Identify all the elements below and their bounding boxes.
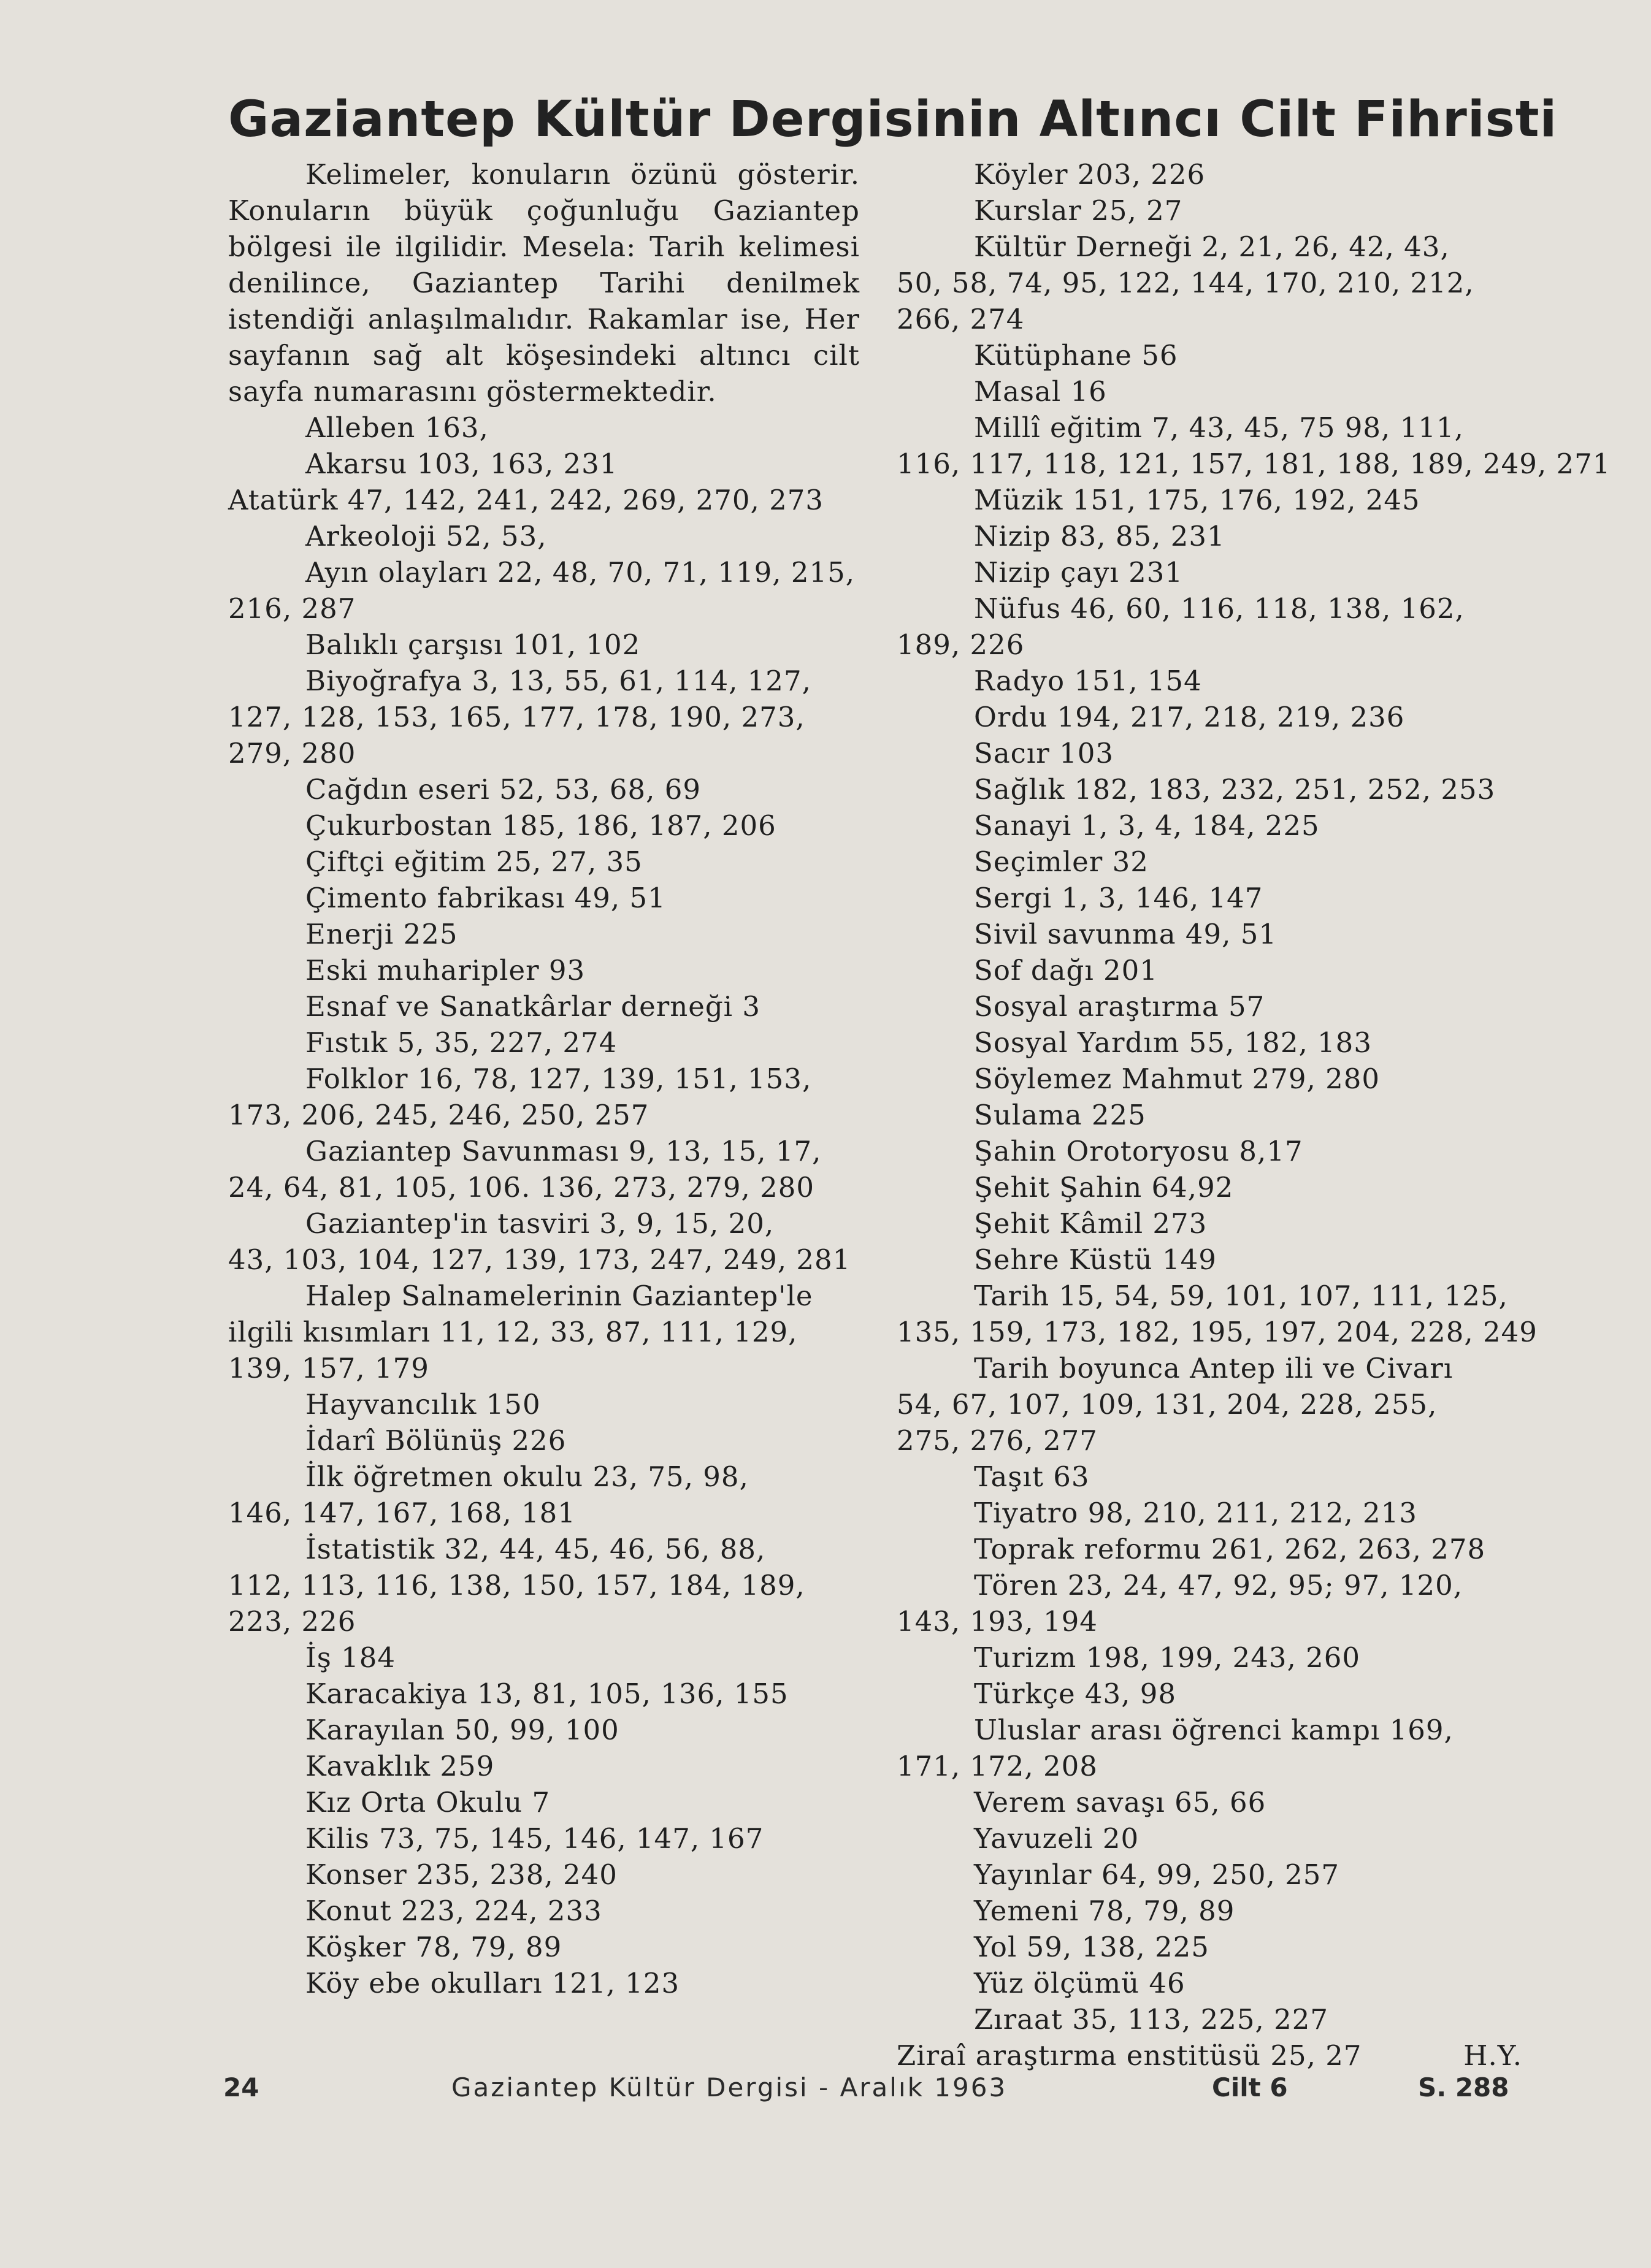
index-entry: Köyler 203, 226	[974, 158, 1206, 191]
index-entry: Söylemez Mahmut 279, 280	[974, 1063, 1380, 1095]
index-entry: Sosyal Yardım 55, 182, 183	[974, 1026, 1372, 1059]
index-entry: Kilis 73, 75, 145, 146, 147, 167	[305, 1822, 764, 1855]
index-entry-continuation: 216, 287	[228, 592, 356, 625]
index-entry: Konser 235, 238, 240	[305, 1858, 618, 1891]
index-entry: Müzik 151, 175, 176, 192, 245	[974, 484, 1420, 516]
index-entry-continuation: 279, 280	[228, 737, 356, 769]
index-entry-continuation: 139, 157, 179	[228, 1352, 429, 1384]
index-entry: İş 184	[305, 1641, 396, 1674]
index-entry: Cağdın eseri 52, 53, 68, 69	[305, 773, 701, 806]
index-entry: Biyoğrafya 3, 13, 55, 61, 114, 127,	[305, 665, 811, 697]
index-entry: Tarih boyunca Antep ili ve Civarı	[974, 1352, 1454, 1384]
index-entry: Alleben 163,	[305, 411, 489, 444]
index-entry-continuation: 50, 58, 74, 95, 122, 144, 170, 210, 212,	[897, 267, 1474, 299]
index-entry: Türkçe 43, 98	[974, 1678, 1177, 1710]
page-title: Gaziantep Kültür Dergisinin Altıncı Cilt Fihristi	[228, 91, 1558, 148]
index-entry: Arkeoloji 52, 53,	[305, 520, 547, 552]
index-entry-continuation: 146, 147, 167, 168, 181	[228, 1497, 576, 1529]
index-entry: Ziraî araştırma enstitüsü 25, 27	[897, 2039, 1362, 2072]
index-entry: Gaziantep Savunması 9, 13, 15, 17,	[305, 1135, 822, 1167]
index-entry: Taşıt 63	[974, 1460, 1090, 1493]
total-page: S. 288	[1418, 2072, 1509, 2102]
signature: H.Y.	[1463, 2039, 1522, 2072]
index-entry-continuation: 171, 172, 208	[897, 1750, 1098, 1782]
index-entry: Sacır 103	[974, 737, 1114, 769]
index-entry: Sulama 225	[974, 1099, 1146, 1131]
index-entry: Toprak reformu 261, 262, 263, 278	[974, 1533, 1486, 1565]
index-entry: Zıraat 35, 113, 225, 227	[974, 2003, 1328, 2036]
index-entry: Uluslar arası öğrenci kampı 169,	[974, 1714, 1454, 1746]
index-entry: Tören 23, 24, 47, 92, 95; 97, 120,	[974, 1569, 1463, 1602]
index-entry: Nizip çayı 231	[974, 556, 1184, 589]
index-entry: Fıstık 5, 35, 227, 274	[305, 1026, 618, 1059]
index-entry: Sof dağı 201	[974, 954, 1158, 987]
index-entry-continuation: 127, 128, 153, 165, 177, 178, 190, 273,	[228, 701, 805, 733]
right-index-list	[897, 156, 1611, 2037]
index-entry: Yol 59, 138, 225	[974, 1931, 1209, 1963]
index-entry: Verem savaşı 65, 66	[974, 1786, 1266, 1819]
index-entry: Köşker 78, 79, 89	[305, 1931, 562, 1963]
index-entry: Sehre Küstü 149	[974, 1243, 1217, 1276]
index-entry-continuation: 143, 193, 194	[897, 1605, 1098, 1638]
index-entry: Nizip 83, 85, 231	[974, 520, 1225, 552]
index-entry: Sivil savunma 49, 51	[974, 918, 1277, 950]
index-entry: Kurslar 25, 27	[974, 194, 1183, 227]
volume-label: Cilt 6	[1212, 2072, 1288, 2102]
index-entry: Yayınlar 64, 99, 250, 257	[974, 1858, 1340, 1891]
index-entry: Millî eğitim 7, 43, 45, 75 98, 111,	[974, 411, 1464, 444]
index-entry: Köy ebe okulları 121, 123	[305, 1967, 680, 1999]
index-entry: Hayvancılık 150	[305, 1388, 541, 1421]
index-entry: Yemeni 78, 79, 89	[974, 1895, 1235, 1927]
page-number: 24	[223, 2072, 259, 2102]
index-entry: Tiyatro 98, 210, 211, 212, 213	[974, 1497, 1417, 1529]
index-entry: Çukurbostan 185, 186, 187, 206	[305, 809, 776, 842]
index-entry: Ayın olayları 22, 48, 70, 71, 119, 215,	[305, 556, 856, 589]
index-entry: Radyo 151, 154	[974, 665, 1202, 697]
index-entry: İdarî Bölünüş 226	[305, 1424, 567, 1457]
index-entry-continuation: 54, 67, 107, 109, 131, 204, 228, 255,	[897, 1388, 1438, 1421]
index-entry: Enerji 225	[305, 918, 458, 950]
index-entry: İlk öğretmen okulu 23, 75, 98,	[305, 1460, 749, 1493]
index-entry: Balıklı çarşısı 101, 102	[305, 628, 641, 661]
index-entry-continuation: 112, 113, 116, 138, 150, 157, 184, 189,	[228, 1569, 805, 1602]
index-entry-continuation: 116, 117, 118, 121, 157, 181, 188, 189, 249, 271	[897, 448, 1611, 480]
intro-paragraph: Kelimeler, konuların özünü gösterir. Konuların büyük çoğunluğu Gaziantep bölgesi ile ilgilidir. Mesela: Tarih kelimesi denilince, Gaziantep Tarihi denilmek istendiği anlaşılmalıdır. Rakamlar ise, Her sayfanın sağ alt köşesindeki altıncı cilt sayfa numarasını göstermektedir.	[228, 158, 860, 408]
index-entry: Kültür Derneği 2, 21, 26, 42, 43,	[974, 231, 1450, 263]
index-entry: Konut 223, 224, 233	[305, 1895, 602, 1927]
index-entry: Esnaf ve Sanatkârlar derneği 3	[305, 990, 760, 1023]
index-entry: Çimento fabrikası 49, 51	[305, 882, 666, 914]
index-entry-continuation: 275, 276, 277	[897, 1424, 1098, 1457]
index-entry: Karayılan 50, 99, 100	[305, 1714, 619, 1746]
index-entry: Sağlık 182, 183, 232, 251, 252, 253	[974, 773, 1496, 806]
index-entry-continuation: 173, 206, 245, 246, 250, 257	[228, 1099, 649, 1131]
index-entry-continuation: 266, 274	[897, 303, 1025, 335]
index-entry: Çiftçi eğitim 25, 27, 35	[305, 846, 643, 878]
index-entry: Kütüphane 56	[974, 339, 1178, 372]
index-entry: Yavuzeli 20	[974, 1822, 1140, 1855]
journal-name: Gaziantep Kültür Dergisi - Aralık 1963	[451, 2072, 1008, 2102]
index-entry: Ordu 194, 217, 218, 219, 236	[974, 701, 1405, 733]
last-entry-row	[897, 2037, 1534, 2074]
index-entry: Halep Salnamelerinin Gaziantep'le	[305, 1280, 813, 1312]
index-entry-continuation: 223, 226	[228, 1605, 356, 1638]
page-footer	[223, 2072, 1530, 2109]
index-entry: Şahin Orotoryosu 8,17	[974, 1135, 1303, 1167]
index-entry-continuation: 43, 103, 104, 127, 139, 173, 247, 249, 281	[228, 1243, 851, 1276]
index-entry: Kavaklık 259	[305, 1750, 495, 1782]
index-entry: Sanayi 1, 3, 4, 184, 225	[974, 809, 1320, 842]
index-entry-continuation: 189, 226	[897, 628, 1025, 661]
index-entry: Atatürk 47, 142, 241, 242, 269, 270, 273	[228, 484, 824, 516]
index-entry: Sosyal araştırma 57	[974, 990, 1265, 1023]
left-column	[228, 156, 860, 2001]
index-entry: Seçimler 32	[974, 846, 1149, 878]
index-entry-continuation: 24, 64, 81, 105, 106. 136, 273, 279, 280	[228, 1171, 814, 1204]
index-entry: Folklor 16, 78, 127, 139, 151, 153,	[305, 1063, 812, 1095]
left-index-list	[228, 410, 860, 2001]
index-entry: Şehit Şahin 64,92	[974, 1171, 1234, 1204]
index-entry: Gaziantep'in tasviri 3, 9, 15, 20,	[305, 1207, 775, 1240]
index-entry: Yüz ölçümü 46	[974, 1967, 1186, 1999]
index-entry: Masal 16	[974, 375, 1107, 408]
index-entry: İstatistik 32, 44, 45, 46, 56, 88,	[305, 1533, 766, 1565]
index-entry: Nüfus 46, 60, 116, 118, 138, 162,	[974, 592, 1465, 625]
right-column	[897, 156, 1611, 2074]
index-entry: Şehit Kâmil 273	[974, 1207, 1208, 1240]
index-entry-continuation: ilgili kısımları 11, 12, 33, 87, 111, 129,	[228, 1316, 798, 1348]
index-entry: Sergi 1, 3, 146, 147	[974, 882, 1263, 914]
index-entry: Akarsu 103, 163, 231	[305, 448, 618, 480]
index-entry: Tarih 15, 54, 59, 101, 107, 111, 125,	[974, 1280, 1508, 1312]
index-entry: Karacakiya 13, 81, 105, 136, 155	[305, 1678, 789, 1710]
index-entry: Eski muharipler 93	[305, 954, 586, 987]
index-entry: Turizm 198, 199, 243, 260	[974, 1641, 1360, 1674]
index-entry-continuation: 135, 159, 173, 182, 195, 197, 204, 228, 249	[897, 1316, 1538, 1348]
index-entry: Kız Orta Okulu 7	[305, 1786, 551, 1819]
